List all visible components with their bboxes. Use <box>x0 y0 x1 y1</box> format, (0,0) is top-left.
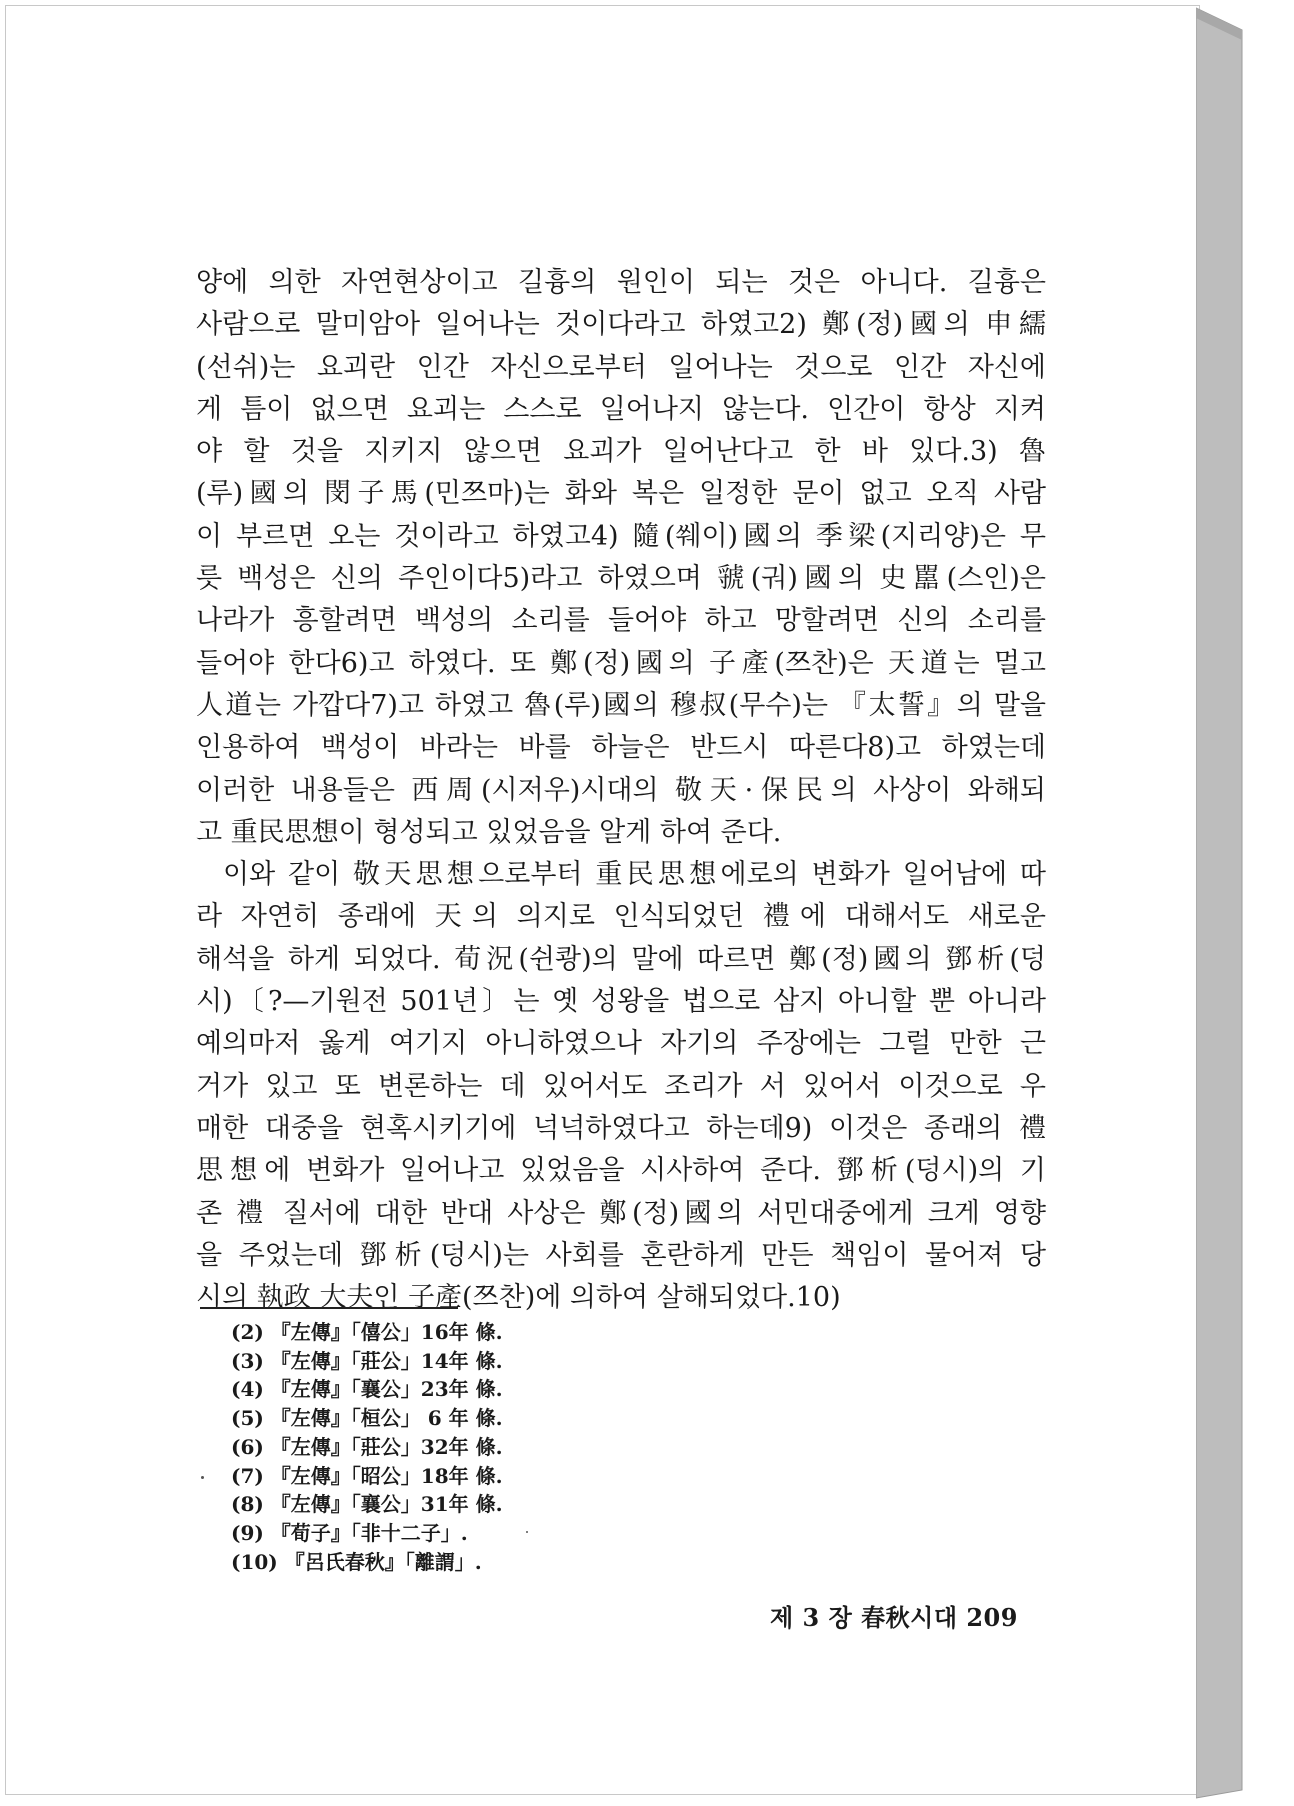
scan-speck <box>201 1476 204 1479</box>
text-line: 人道는 가깝다7)고 하였고 魯(루)國의 穆叔(무수)는 『太誓』의 말을 <box>196 689 1046 721</box>
footnotes-list <box>231 1318 503 1576</box>
footnote-rule <box>200 1307 458 1309</box>
text-line: 사람으로 말미암아 일어나는 것이다라고 하였고2) 鄭(정)國의 申繻 <box>196 309 1046 341</box>
text-line: 야 할 것을 지키지 않으면 요괴가 일어난다고 한 바 있다.3) 魯 <box>196 436 1046 468</box>
footnote: (9) 『荀子』「非十二子」. <box>231 1520 468 1545</box>
text-line: 해석을 하게 되었다. 荀況(쉰쾅)의 말에 따르면 鄭(정)國의 鄧析(덩 <box>196 943 1046 975</box>
text-line: 이와 같이 敬天思想으로부터 重民思想에로의 변화가 일어남에 따 <box>223 859 1046 891</box>
text-line: 릇 백성은 신의 주인이다5)라고 하였으며 虢(궈)國의 史嚚(스인)은 <box>196 563 1046 595</box>
paragraph <box>196 854 1046 1319</box>
footnote: (4) 『左傳』「襄公」23年 條. <box>231 1377 503 1402</box>
scan-speck <box>526 1531 528 1533</box>
text-line: 시의 執政 大夫인 子產(쯔찬)에 의하여 살해되었다.10) <box>196 1282 841 1314</box>
text-line: 예의마저 옳게 여기지 아니하였으나 자기의 주장에는 그럴 만한 근 <box>196 1028 1046 1060</box>
text-line: 거가 있고 또 변론하는 데 있어서도 조리가 서 있어서 이것으로 우 <box>196 1070 1046 1102</box>
text-line: 들어야 한다6)고 하였다. 또 鄭(정)國의 子產(쯔찬)은 天道는 멀고 <box>196 647 1046 679</box>
footnote: (6) 『左傳』「莊公」32年 條. <box>231 1434 503 1459</box>
text-line: (루)國의 閔子馬(민쯔마)는 화와 복은 일정한 문이 없고 오직 사람 <box>196 478 1046 510</box>
text-line: 이러한 내용들은 西周(시저우)시대의 敬天·保民의 사상이 와해되 <box>196 774 1046 806</box>
page-footer: 제 3 장 春秋시대 209 <box>770 1603 1018 1632</box>
text-line: 게 틈이 없으면 요괴는 스스로 일어나지 않는다. 인간이 항상 지켜 <box>196 393 1046 425</box>
text-line: 을 주었는데 鄧析(덩시)는 사회를 혼란하게 만든 책임이 물어져 당 <box>196 1239 1046 1271</box>
paragraph <box>196 262 1046 854</box>
text-line: 라 자연히 종래에 天의 의지로 인식되었던 禮에 대해서도 새로운 <box>196 901 1046 933</box>
text-line: 인용하여 백성이 바라는 바를 하늘은 반드시 따른다8)고 하였는데 <box>196 732 1046 764</box>
page-edge-decoration <box>1196 0 1264 1806</box>
footnote: (7) 『左傳』「昭公」18年 條. <box>231 1463 503 1488</box>
text-line: 나라가 흥할려면 백성의 소리를 들어야 하고 망할려면 신의 소리를 <box>196 605 1046 637</box>
text-line: 매한 대중을 현혹시키기에 넉넉하였다고 하는데9) 이것은 종래의 禮 <box>196 1112 1046 1144</box>
text-line: 존 禮 질서에 대한 반대 사상은 鄭(정)國의 서민대중에게 크게 영향 <box>196 1197 1046 1229</box>
text-line: 思想에 변화가 일어나고 있었음을 시사하여 준다. 鄧析(덩시)의 기 <box>196 1155 1046 1187</box>
text-line: 시)〔?—기원전 501년〕는 옛 성왕을 법으로 삼지 아니할 뿐 아니라 <box>196 986 1046 1018</box>
footnote: (5) 『左傳』「桓公」 6 年 條. <box>231 1406 503 1431</box>
text-line: 고 重民思想이 형성되고 있었음을 알게 하여 준다. <box>196 816 782 848</box>
body-text <box>196 262 1046 1319</box>
text-line: 이 부르면 오는 것이라고 하였고4) 隨(쒜이)國의 季梁(지리양)은 무 <box>196 520 1046 552</box>
text-line: 양에 의한 자연현상이고 길흉의 원인이 되는 것은 아니다. 길흉은 <box>196 267 1046 298</box>
footnote: (2) 『左傳』「僖公」16年 條. <box>231 1320 503 1344</box>
footnote: (3) 『左傳』「莊公」14年 條. <box>231 1348 503 1373</box>
footnote: (10) 『呂氏春秋』「離謂」. <box>231 1549 482 1574</box>
footnote: (8) 『左傳』「襄公」31年 條. <box>231 1492 503 1517</box>
text-line: (선쉬)는 요괴란 인간 자신으로부터 일어나는 것으로 인간 자신에 <box>196 351 1046 383</box>
